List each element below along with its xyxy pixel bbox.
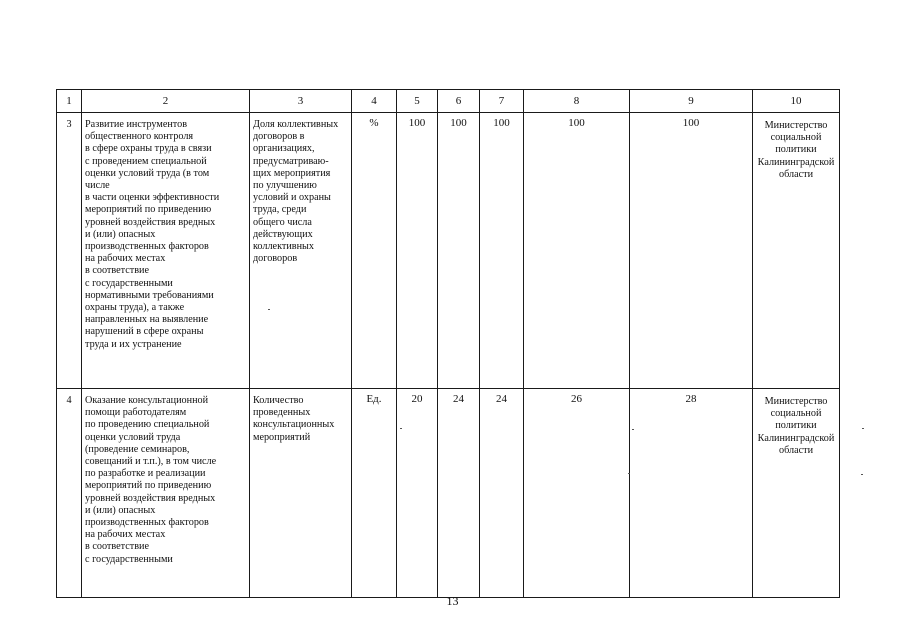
value-col8: 100 xyxy=(524,113,630,389)
col-header: 2 xyxy=(82,90,250,113)
col-header: 9 xyxy=(630,90,753,113)
scan-speck xyxy=(862,428,864,429)
header-row xyxy=(57,90,840,113)
table-row xyxy=(57,113,840,389)
value-col6: 100 xyxy=(438,113,480,389)
col-header: 4 xyxy=(352,90,397,113)
col-header: 8 xyxy=(524,90,630,113)
scan-speck xyxy=(628,473,630,474)
value-col5: 20 xyxy=(397,389,438,598)
scan-speck xyxy=(268,309,270,310)
row-number: 3 xyxy=(57,113,82,389)
col-header: 10 xyxy=(753,90,840,113)
measures-table xyxy=(56,89,840,598)
value-col5: 100 xyxy=(397,113,438,389)
responsible-org: Министерство социальной политики Калининградской области xyxy=(753,389,840,598)
col-header: 6 xyxy=(438,90,480,113)
col-header: 3 xyxy=(250,90,352,113)
value-col8: 26 xyxy=(524,389,630,598)
unit: Ед. xyxy=(352,389,397,598)
col-header: 5 xyxy=(397,90,438,113)
value-col6: 24 xyxy=(438,389,480,598)
indicator-name: Доля коллективных договоров в организациях, предусматриваю- щих мероприятия по улучшению условий и охраны труда, среди общего числа действующих коллективных договоров xyxy=(250,113,352,389)
measure-name: Оказание консультационной помощи работодателям по проведению специальной оценки условий труда (проведение семинаров, совещаний и т.п.), в том числе по разработке и реализации мероприятий по приведению уровней воздействия вредных и (или) опасных производственных факторов на рабочих местах в соответствие с государственными xyxy=(82,389,250,598)
page-number: 13 xyxy=(446,594,459,608)
responsible-org: Министерство социальной политики Калининградской области xyxy=(753,113,840,389)
value-col7: 100 xyxy=(480,113,524,389)
value-col9: 28 xyxy=(630,389,753,598)
measure-name: Развитие инструментов общественного контроля в сфере охраны труда в связи с проведением специальной оценки условий труда (в том числе в части оценки эффективности мероприятий по приведению уровней воздействия вредных и (или) опасных производственных факторов на рабочих местах в соответствие с государственными нормативными требованиями охраны труда), а также направленных на выявление нарушений в сфере охраны труда и их устранение xyxy=(82,113,250,389)
scan-speck xyxy=(400,428,402,429)
col-header: 1 xyxy=(57,90,82,113)
table-row xyxy=(57,389,840,598)
scan-speck xyxy=(632,429,634,430)
unit: % xyxy=(352,113,397,389)
scan-speck xyxy=(861,474,863,475)
indicator-name: Количество проведенных консультационных мероприятий xyxy=(250,389,352,598)
row-number: 4 xyxy=(57,389,82,598)
value-col9: 100 xyxy=(630,113,753,389)
col-header: 7 xyxy=(480,90,524,113)
value-col7: 24 xyxy=(480,389,524,598)
